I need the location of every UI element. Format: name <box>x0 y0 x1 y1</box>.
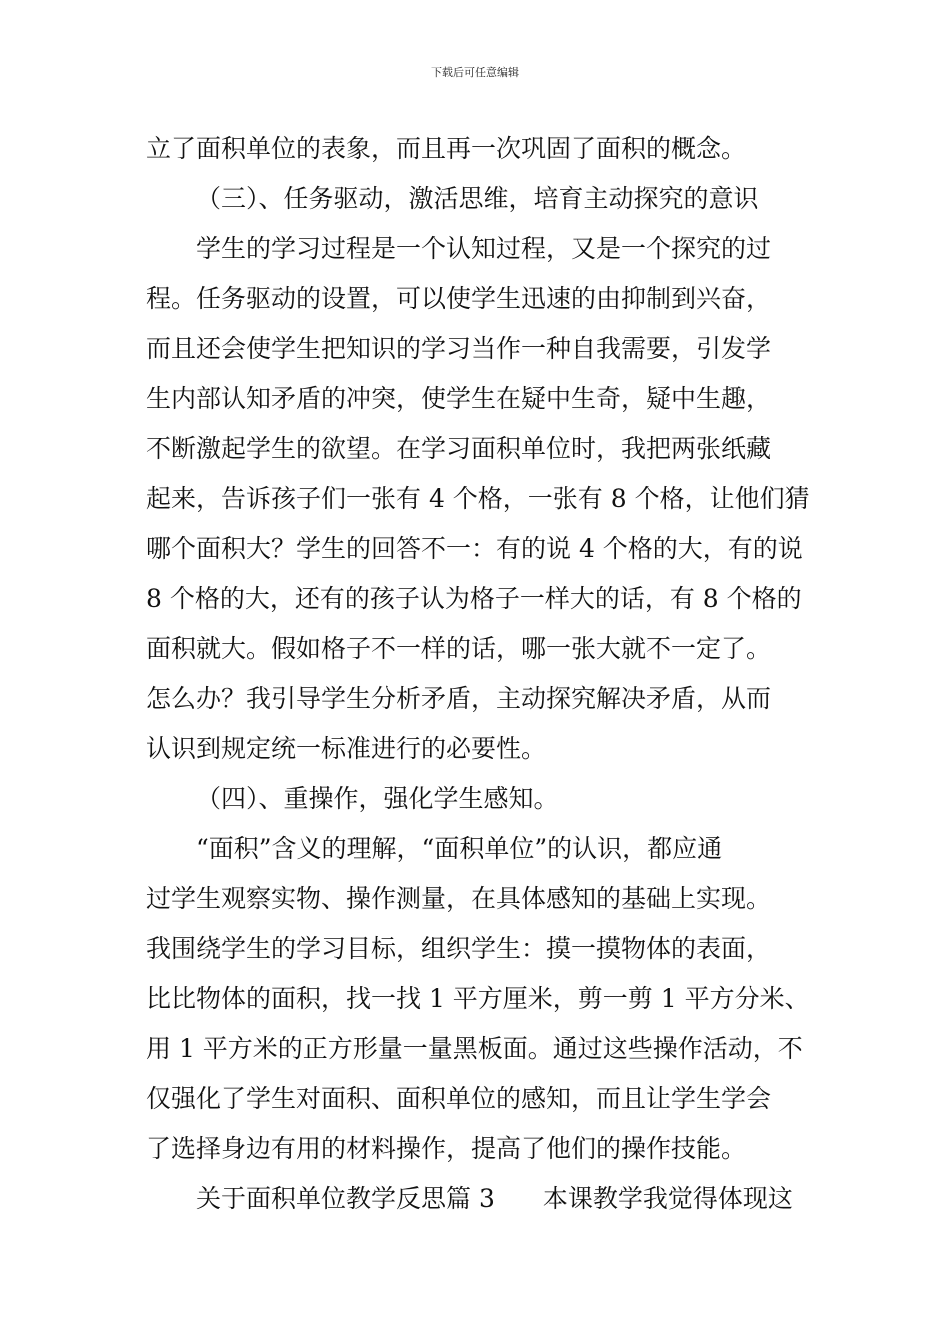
paragraph-first-line: “面积”含义的理解，“面积单位”的认识，都应通 <box>196 834 723 863</box>
document-body <box>146 124 810 1224</box>
article-continuation: 本课教学我觉得体现这 <box>542 1184 793 1213</box>
text-line: 了选择身边有用的材料操作，提高了他们的操作技能。 <box>146 1134 747 1163</box>
section-heading: （四）、重操作，强化学生感知。 <box>196 784 559 813</box>
text-line: 仅强化了学生对面积、面积单位的感知，而且让学生学会 <box>146 1084 772 1113</box>
text-line: 而且还会使学生把知识的学习当作一种自我需要，引发学 <box>146 334 772 363</box>
text-line: 立了面积单位的表象，而且再一次巩固了面积的概念。 <box>146 134 747 163</box>
text-line: 8 个格的大，还有的孩子认为格子一样大的话，有 8 个格的 <box>146 584 802 613</box>
text-line: 用 1 平方米的正方形量一量黑板面。通过这些操作活动，不 <box>146 1034 803 1063</box>
text-line: 面积就大。假如格子不一样的话，哪一张大就不一定了。 <box>146 634 772 663</box>
text-line: 起来，告诉孩子们一张有 4 个格，一张有 8 个格，让他们猜 <box>146 484 810 513</box>
text-line: 怎么办？我引导学生分析矛盾，主动探究解决矛盾，从而 <box>146 684 772 713</box>
section-heading: （三）、任务驱动，激活思维，培育主动探究的意识 <box>196 184 759 213</box>
text-line: 哪个面积大？学生的回答不一：有的说 4 个格的大，有的说 <box>146 534 803 563</box>
text-line: 程。任务驱动的设置，可以使学生迅速的由抑制到兴奋， <box>146 284 772 313</box>
text-line: 生内部认知矛盾的冲突，使学生在疑中生奇，疑中生趣， <box>146 384 772 413</box>
text-line: 过学生观察实物、操作测量，在具体感知的基础上实现。 <box>146 884 772 913</box>
text-line: 我围绕学生的学习目标，组织学生：摸一摸物体的表面， <box>146 934 772 963</box>
paragraph-first-line: 学生的学习过程是一个认知过程，又是一个探究的过 <box>196 234 772 263</box>
text-line: 比比物体的面积，找一找 1 平方厘米，剪一剪 1 平方分米、 <box>146 984 810 1013</box>
text-line: 认识到规定统一标准进行的必要性。 <box>146 734 547 763</box>
text-line: 不断激起学生的欲望。在学习面积单位时，我把两张纸藏 <box>146 434 772 463</box>
article-title: 关于面积单位教学反思篇 3 <box>196 1184 495 1213</box>
article-title-line <box>146 1174 810 1224</box>
page-header-note: 下载后可任意编辑 <box>431 66 519 79</box>
